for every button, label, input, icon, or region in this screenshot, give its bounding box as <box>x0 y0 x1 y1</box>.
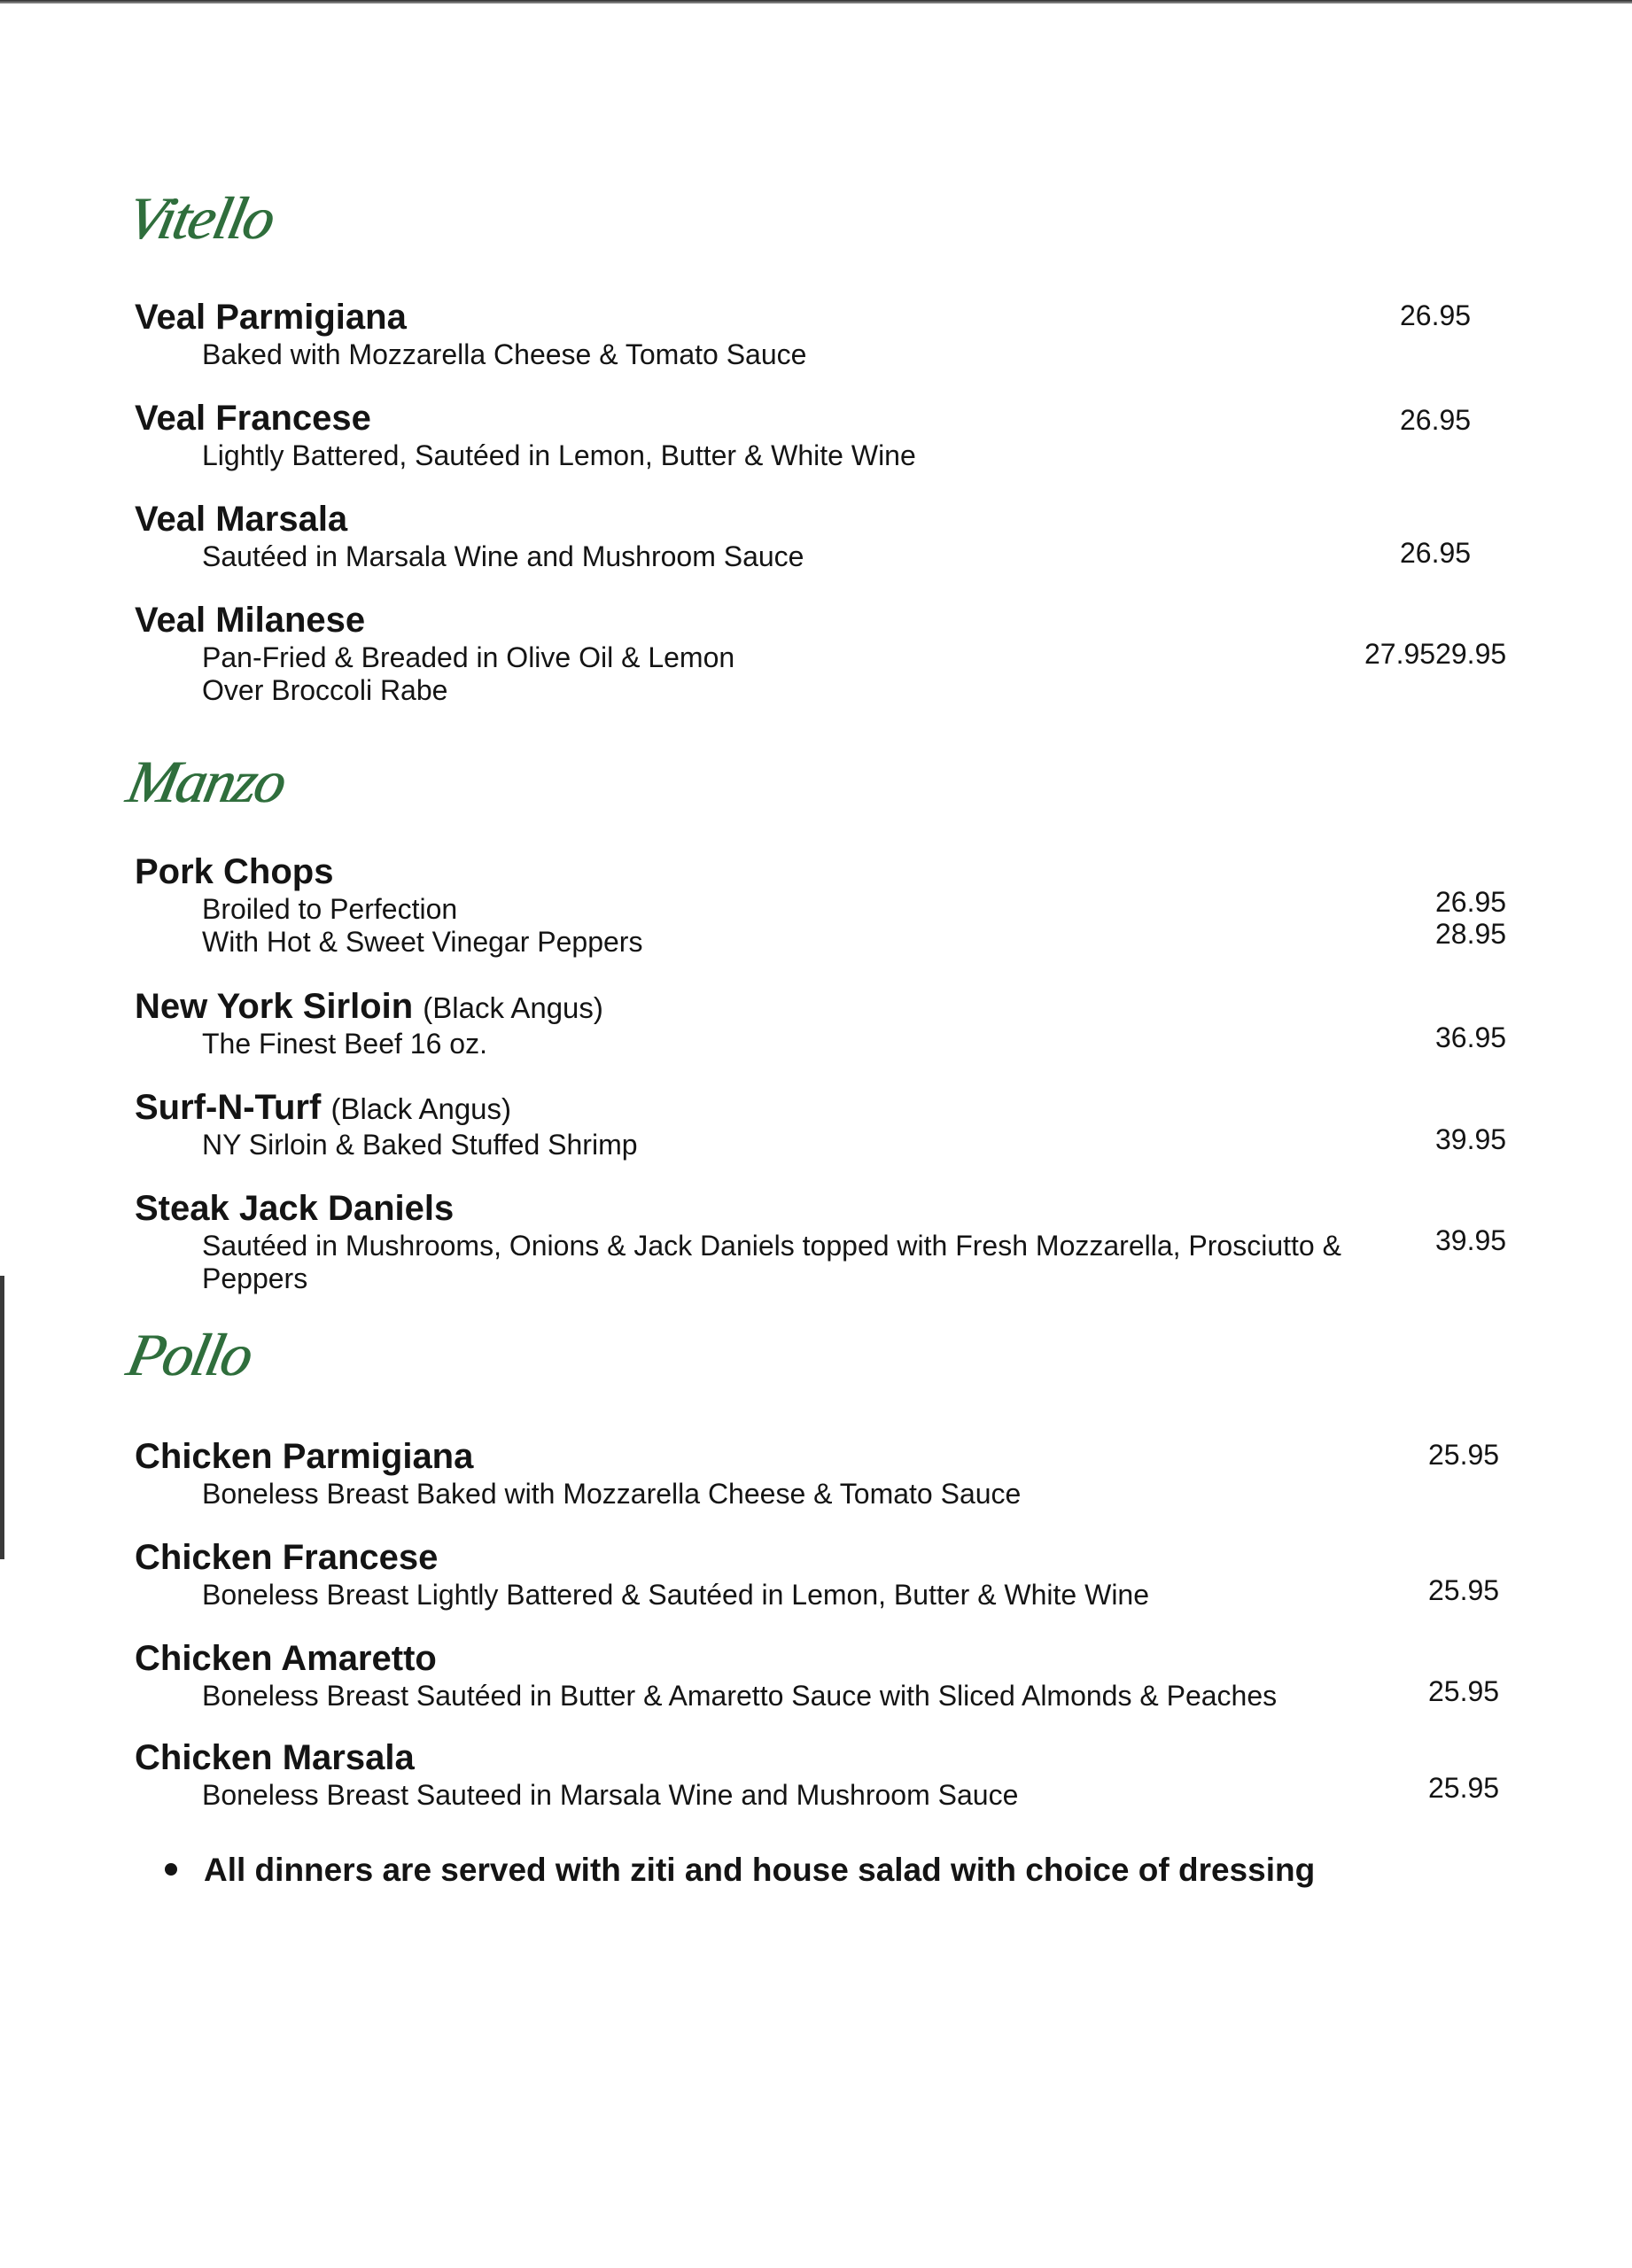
item-name: Steak Jack Daniels <box>135 1189 455 1228</box>
item-name: New York Sirloin <box>135 987 414 1026</box>
item-description: With Hot & Sweet Vinegar Peppers <box>202 926 643 958</box>
item-name: Chicken Amaretto <box>135 1639 437 1678</box>
item-price: 39.95 <box>1435 1224 1507 1256</box>
section-title-manzo: Manzo <box>120 748 291 815</box>
item-price: 25.95 <box>1428 1574 1500 1606</box>
menu-item-veal-parmigiana <box>135 298 1517 370</box>
item-description: Sautéed in Mushrooms, Onions & Jack Daniels topped with Fresh Mozzarella, Prosciutto & <box>202 1230 1341 1262</box>
dinner-note <box>165 1852 1315 1889</box>
item-price: 25.95 <box>1428 1675 1500 1707</box>
item-description: Pan-Fried & Breaded in Olive Oil & Lemon <box>202 641 735 673</box>
bullet-icon <box>165 1863 177 1876</box>
item-description: Lightly Battered, Sautéed in Lemon, Butter & White Wine <box>202 439 916 471</box>
item-price: 26.95 <box>1435 886 1507 918</box>
item-name: Veal Francese <box>135 399 371 438</box>
item-description: Broiled to Perfection <box>202 893 458 925</box>
item-price: 28.95 <box>1435 918 1507 950</box>
item-description: NY Sirloin & Baked Stuffed Shrimp <box>202 1129 638 1161</box>
item-description: Sautéed in Marsala Wine and Mushroom Sauce <box>202 540 804 572</box>
section-title-pollo: Pollo <box>120 1321 258 1388</box>
item-price: 26.95 <box>1400 299 1472 331</box>
item-price: 25.95 <box>1428 1439 1500 1471</box>
item-name: Veal Marsala <box>135 500 348 539</box>
item-description: The Finest Beef 16 oz. <box>202 1028 487 1060</box>
item-name: Veal Milanese <box>135 601 366 640</box>
item-name: Surf-N-Turf <box>135 1088 322 1127</box>
item-qualifier: (Black Angus) <box>423 991 603 1024</box>
section-title-vitello: Vitello <box>120 184 280 252</box>
menu-item-veal-francese <box>135 399 1517 471</box>
item-price: 27.9529.95 <box>1364 638 1507 670</box>
item-description: Boneless Breast Sautéed in Butter & Amaretto Sauce with Sliced Almonds & Peaches <box>202 1680 1278 1712</box>
item-name-row <box>135 1088 1517 1129</box>
item-description: Over Broccoli Rabe <box>202 674 448 706</box>
item-name: Chicken Marsala <box>135 1738 415 1777</box>
menu-item-chicken-parmigiana <box>135 1437 1517 1510</box>
item-description: Boneless Breast Lightly Battered & Sautéed in Lemon, Butter & White Wine <box>202 1579 1150 1611</box>
scan-edge <box>0 0 1632 4</box>
item-description: Boneless Breast Sauteed in Marsala Wine and Mushroom Sauce <box>202 1779 1019 1811</box>
item-description: Peppers <box>202 1262 308 1294</box>
item-description: Boneless Breast Baked with Mozzarella Cheese & Tomato Sauce <box>202 1478 1022 1510</box>
item-price: 26.95 <box>1400 404 1472 436</box>
item-description: Baked with Mozzarella Cheese & Tomato Sauce <box>202 338 807 370</box>
item-price: 26.95 <box>1400 537 1472 569</box>
item-name-row <box>135 987 1517 1028</box>
item-name: Chicken Francese <box>135 1538 439 1577</box>
item-price: 39.95 <box>1435 1123 1507 1155</box>
scan-edge <box>0 1276 4 1559</box>
item-qualifier: (Black Angus) <box>330 1092 512 1125</box>
item-name: Pork Chops <box>135 852 334 891</box>
item-name: Veal Parmigiana <box>135 298 407 337</box>
item-price: 36.95 <box>1435 1021 1507 1053</box>
item-name: Chicken Parmigiana <box>135 1437 474 1476</box>
item-price: 25.95 <box>1428 1772 1500 1804</box>
dinner-note-text: All dinners are served with ziti and house salad with choice of dressing <box>204 1852 1316 1888</box>
